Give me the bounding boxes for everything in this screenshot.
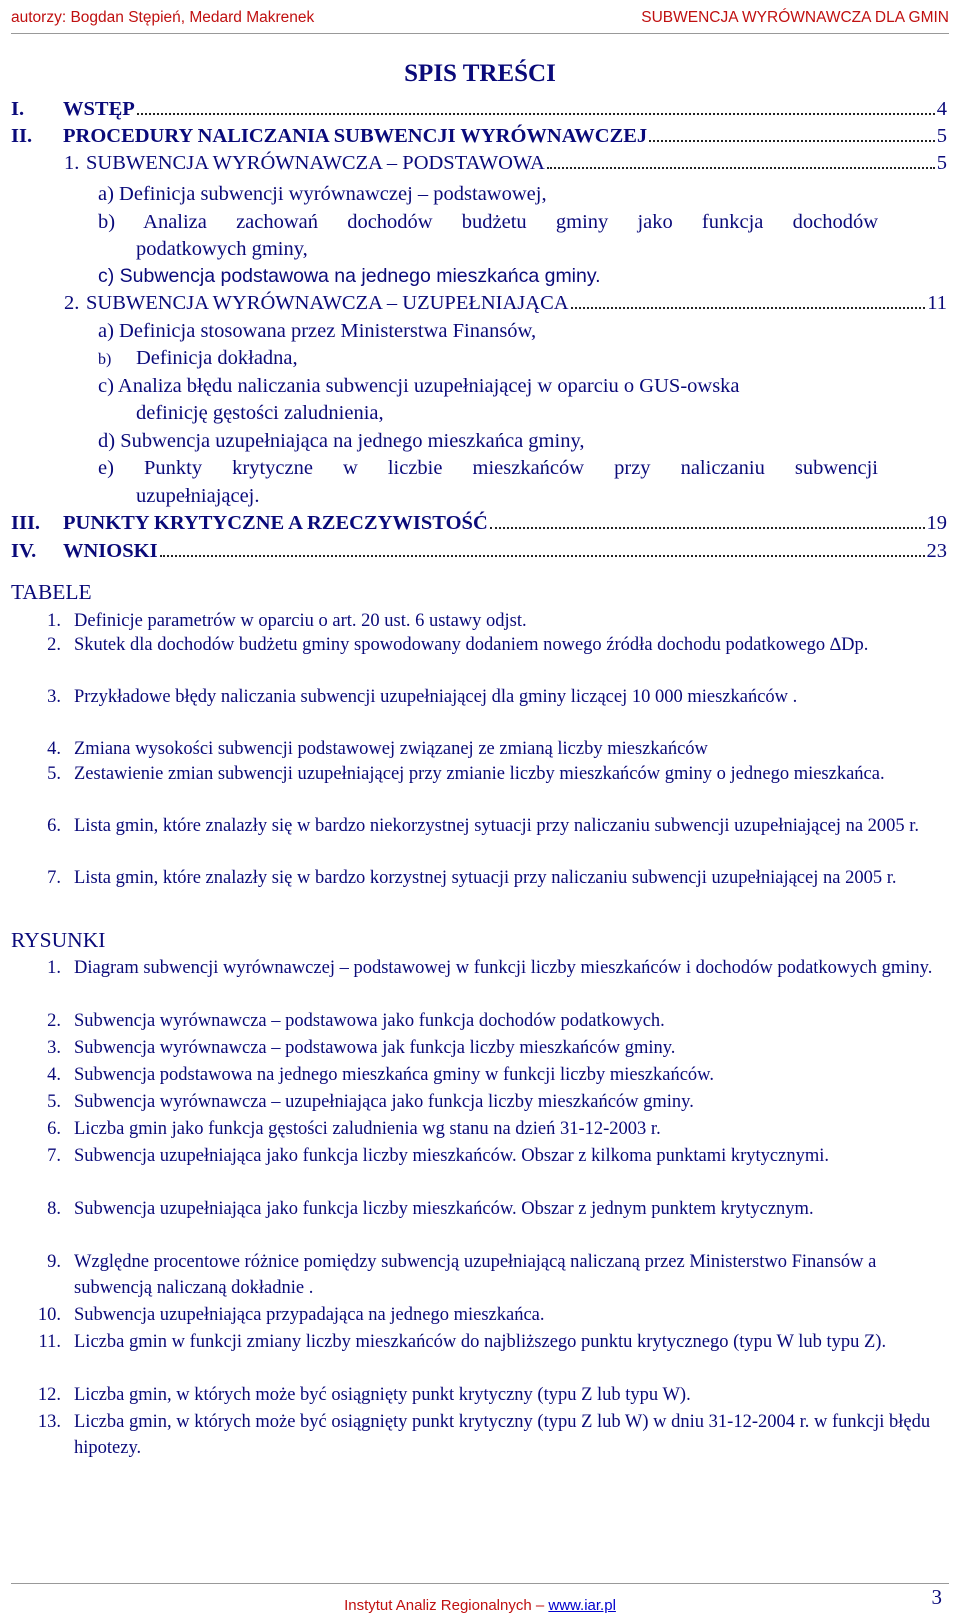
toc-leader	[547, 167, 935, 169]
toc-entry-supplementary-subsidy[interactable]: 2. SUBWENCJA WYRÓWNAWCZA – UZUPEŁNIAJĄCA 11	[64, 292, 947, 314]
toc-sub-2d: d) Subwencja uzupełniająca na jednego mieszkańca gminy,	[98, 430, 585, 452]
list-item[interactable]	[11, 1089, 947, 1115]
footer-divider	[11, 1583, 949, 1584]
toc-entry-critical-points[interactable]: III. PUNKTY KRYTYCZNE A RZECZYWISTOŚĆ 19	[11, 512, 947, 534]
list-item-text: Subwencja wyrównawcza – podstawowa jak funkcja liczby mieszkańców gminy.	[74, 1038, 676, 1058]
list-item-text: Liczba gmin w funkcji zmiany liczby mieszkańców do najbliższego punktu krytycznego (typu W lub typu Z).	[74, 1332, 887, 1352]
page-number: 3	[931, 1585, 942, 1609]
toc-sub-2b: b) Definicja dokładna,	[98, 347, 298, 369]
toc-sub-2a: a) Definicja stosowana przez Ministerstwa Finansów,	[98, 320, 537, 342]
contents-title: SPIS TREŚCI	[404, 60, 556, 87]
toc-entry-basic-subsidy[interactable]: 1. SUBWENCJA WYRÓWNAWCZA – PODSTAWOWA 5	[64, 152, 947, 174]
list-item-number: 5.	[47, 1092, 61, 1112]
list-item-number: 2.	[47, 635, 61, 655]
toc-entry-procedures[interactable]: II. PROCEDURY NALICZANIA SUBWENCJI WYRÓWNAWCZEJ 5	[11, 125, 947, 147]
figures-heading: RYSUNKI	[11, 928, 106, 952]
list-item[interactable]	[11, 608, 947, 634]
footer-institute: Instytut Analiz Regionalnych –	[344, 1597, 549, 1614]
list-item-text: Subwencja uzupełniająca jako funkcja liczby mieszkańców. Obszar z jednym punktem krytycznym.	[74, 1199, 814, 1219]
toc-sub-1c: c) Subwencja podstawowa na jednego mieszkańca gminy.	[98, 265, 601, 287]
list-item[interactable]	[11, 1008, 947, 1034]
toc-entry-conclusions[interactable]: IV. WNIOSKI 23	[11, 540, 947, 562]
list-item-text: Skutek dla dochodów budżetu gminy spowodowany dodaniem nowego źródła dochodu podatkowego ∆Dp.	[74, 635, 869, 655]
header-title: SUBWENCJA WYRÓWNAWCZA DLA GMIN	[641, 9, 949, 26]
list-item[interactable]	[11, 813, 947, 865]
list-item-text: Subwencja uzupełniająca przypadająca na jednego mieszkańca.	[74, 1305, 545, 1325]
header-authors: autorzy: Bogdan Stępień, Medard Makrenek	[11, 9, 315, 26]
list-item[interactable]	[11, 1035, 947, 1061]
list-item-text: Liczba gmin, w których może być osiągnięty punkt krytyczny (typu Z lub typu W).	[74, 1385, 691, 1405]
list-item[interactable]	[11, 955, 947, 1007]
header-divider	[11, 33, 949, 34]
toc-sub-1b: b) Analiza zachowań dochodów budżetu gminy jako funkcja dochodów	[98, 211, 878, 233]
list-item-number: 12.	[37, 1385, 61, 1405]
list-item[interactable]	[11, 1409, 947, 1461]
list-item-number: 8.	[47, 1199, 61, 1219]
toc-entry-intro[interactable]: I. WSTĘP 4	[11, 98, 947, 120]
toc-leader	[649, 140, 935, 142]
toc-sub-2c: c) Analiza błędu naliczania subwencji uzupełniającej w oparciu o GUS-owska	[98, 375, 740, 397]
list-item-text: Subwencja podstawowa na jednego mieszkańca gminy w funkcji liczby mieszkańców.	[74, 1065, 714, 1085]
list-item-number: 11.	[38, 1332, 61, 1352]
list-item[interactable]	[11, 736, 947, 762]
footer-link[interactable]: www.iar.pl	[548, 1597, 616, 1614]
toc-leader	[571, 307, 926, 309]
list-item-number: 4.	[47, 1065, 61, 1085]
list-item-text: Przykładowe błędy naliczania subwencji uzupełniającej dla gminy liczącej 10 000 mieszkańców .	[74, 687, 798, 707]
tables-heading: TABELE	[11, 580, 92, 604]
list-item-text: Zmiana wysokości subwencji podstawowej związanej ze zmianą liczby mieszkańców	[74, 739, 708, 759]
toc-sub-1a: a) Definicja subwencji wyrównawczej – podstawowej,	[98, 183, 547, 205]
list-item-number: 4.	[47, 739, 61, 759]
toc-leader	[490, 527, 925, 529]
list-item[interactable]	[11, 865, 947, 917]
list-item-number: 1.	[47, 611, 61, 631]
list-item-text: Zestawienie zmian subwencji uzupełniającej przy zmianie liczby mieszkańców gminy o jednego mieszkańca.	[74, 764, 885, 784]
list-item[interactable]	[11, 1143, 947, 1195]
toc-sub-2c-cont: definicję gęstości zaludnienia,	[136, 402, 384, 424]
list-item-number: 3.	[47, 1038, 61, 1058]
list-item-text: Subwencja wyrównawcza – podstawowa jako funkcja dochodów podatkowych.	[74, 1011, 665, 1031]
list-item[interactable]	[11, 1382, 947, 1408]
list-item[interactable]	[11, 1249, 947, 1301]
list-item[interactable]	[11, 1329, 947, 1381]
toc-leader	[137, 113, 935, 115]
list-item[interactable]	[11, 1196, 947, 1248]
toc-sub-1b-cont: podatkowych gminy,	[136, 238, 308, 260]
list-item-text: Liczba gmin jako funkcja gęstości zaludnienia wg stanu na dzień 31-12-2003 r.	[74, 1119, 661, 1139]
toc-leader	[160, 555, 925, 557]
list-item-text: Definicje parametrów w oparciu o art. 20 ust. 6 ustawy odjst.	[74, 611, 527, 631]
list-item-text: Subwencja wyrównawcza – uzupełniająca jako funkcja liczby mieszkańców gminy.	[74, 1092, 694, 1112]
list-item[interactable]	[11, 1062, 947, 1088]
list-item-number: 13.	[37, 1412, 61, 1432]
list-item[interactable]	[11, 1116, 947, 1142]
list-item-number: 7.	[47, 868, 61, 888]
page-footer	[0, 1597, 960, 1614]
page-header	[11, 6, 949, 32]
list-item-number: 9.	[47, 1252, 61, 1272]
list-item-text: Lista gmin, które znalazły się w bardzo korzystnej sytuacji przy naliczaniu subwencji uzupełniającej na 2005 r.	[74, 868, 897, 888]
list-item-text: Względne procentowe różnice pomiędzy subwencją uzupełniającą naliczaną przez Ministerstwo Finansów a subwencją naliczaną dokładnie .	[74, 1252, 877, 1298]
list-item[interactable]	[11, 632, 947, 684]
list-item-text: Diagram subwencji wyrównawczej – podstawowej w funkcji liczby mieszkańców i dochodów podatkowych gminy.	[74, 958, 933, 978]
list-item-number: 6.	[47, 816, 61, 836]
list-item-number: 10.	[37, 1305, 61, 1325]
list-item-text: Subwencja uzupełniająca jako funkcja liczby mieszkańców. Obszar z kilkoma punktami krytycznymi.	[74, 1146, 829, 1166]
list-item-number: 7.	[47, 1146, 61, 1166]
list-item[interactable]	[11, 1302, 947, 1328]
list-item-number: 5.	[47, 764, 61, 784]
list-item[interactable]	[11, 761, 947, 813]
list-item-number: 3.	[47, 687, 61, 707]
list-item-number: 1.	[47, 958, 61, 978]
toc-sub-2e-cont: uzupełniającej.	[136, 485, 260, 507]
list-item-number: 6.	[47, 1119, 61, 1139]
list-item-text: Liczba gmin, w których może być osiągnięty punkt krytyczny (typu Z lub W) w dniu 31-12-2004 r. w funkcji błędu hipotezy.	[74, 1412, 931, 1458]
toc-sub-2e: e) Punkty krytyczne w liczbie mieszkańców przy naliczaniu subwencji	[98, 457, 878, 479]
list-item-text: Lista gmin, które znalazły się w bardzo niekorzystnej sytuacji przy naliczaniu subwencji uzupełniającej na 2005 r.	[74, 816, 920, 836]
list-item-number: 2.	[47, 1011, 61, 1031]
list-item[interactable]	[11, 684, 947, 736]
